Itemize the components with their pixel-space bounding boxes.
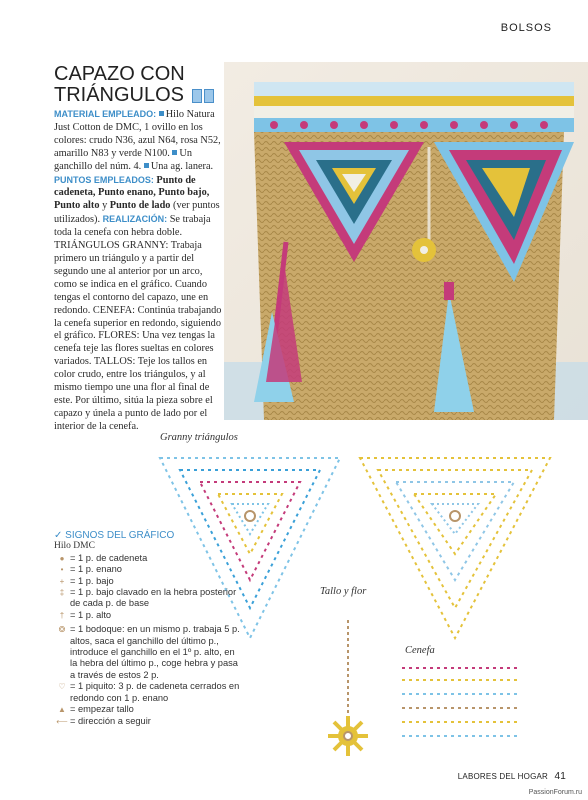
- legend-subtitle: Hilo DMC: [54, 541, 95, 552]
- puntos-heading: PUNTOS EMPLEADOS:: [54, 174, 154, 185]
- legend-item: ♡ = 1 piquito: 3 p. de cadeneta cerrados en redondo con 1 p. enano: [54, 681, 244, 704]
- material-text-3: Una ag. lanera.: [150, 160, 214, 172]
- legend-item: ⟵ = dirección a seguir: [54, 716, 244, 727]
- bullet-square-icon: [159, 111, 164, 116]
- slip-stitch-icon: •: [60, 565, 64, 575]
- puntos-text-3: Punto de lado: [109, 200, 171, 212]
- granny-triangle-yellow: [360, 458, 550, 638]
- page-number: 41: [554, 771, 566, 782]
- realizacion-text: Se trabaja toda la cenefa con hebra doble. TRIÁNGULOS GRANNY: Trabaja primero un triángulo y a partir del segundo une al anterior por un arco, como se indica en el gráfico. Cuando tengas el contorno del capazo, une en redondo. CENEFA: Continúa trabajando la cenefa superior en redondo, siguiendo el gráfico. FLORES: Una vez tengas la cenefa teje las flores sueltas en colores variados. TALLOS: Teje los tallos en color crudo, entre los triángulos, y al mismo tiempo une una flor al final de este. Por último, sitúa la pieza sobre el capazo y únela a punto de lado por el interior de la cenefa.: [54, 214, 222, 432]
- legend-item: ‡ = 1 p. bajo clavado en la hebra posterior de cada p. de base: [54, 587, 244, 610]
- puntos-text-2: y: [102, 200, 108, 212]
- difficulty-icon: [192, 89, 202, 103]
- material-text: Hilo Natura Just Cotton de DMC, 1 ovillo en los colores: crudo N36, azul N64, rosa N52, amarillo N83 y verde N100.: [54, 109, 221, 159]
- difficulty-icon: [204, 89, 214, 103]
- chart-legend: [54, 530, 244, 727]
- legend-title: ✓ SIGNOS DEL GRÁFICO: [54, 530, 175, 541]
- granny-chart-label: Granny triángulos: [160, 432, 238, 443]
- title-line-1: CAPAZO CON: [54, 63, 185, 85]
- page-footer: [458, 771, 566, 782]
- direction-arrow-icon: ⟵: [56, 716, 68, 726]
- border-chart-label: Cenefa: [405, 645, 435, 656]
- legend-item: ● = 1 p. de cadeneta: [54, 553, 244, 564]
- legend-item: ❂ = 1 bodoque: en un mismo p. trabaja 5 p. altos, saca el ganchillo del último p., introduce el ganchillo en el 1º p. alto, en la hebra del último p., coge hebra y pasa a través de estos 2 p.: [54, 624, 244, 681]
- puntos-text: Punto de cadeneta, Punto enano, Punto bajo, Punto alto: [54, 174, 210, 212]
- bullet-square-icon: [144, 163, 149, 168]
- legend-item: ▲ = empezar tallo: [54, 704, 244, 715]
- bobble-stitch-icon: ❂: [58, 625, 66, 635]
- stem-chart-label: Tallo y flor: [320, 586, 367, 597]
- start-stem-icon: ▲: [58, 705, 66, 715]
- legend-item: † = 1 p. alto: [54, 610, 244, 621]
- article-title: [54, 64, 224, 106]
- double-crochet-icon: †: [59, 610, 65, 620]
- border-chart: [402, 668, 520, 736]
- magazine-name: LABORES DEL HOGAR: [457, 772, 549, 781]
- back-loop-stitch-icon: ‡: [59, 588, 65, 598]
- bag-photo: [224, 62, 588, 420]
- legend-item: • = 1 p. enano: [54, 564, 244, 575]
- checkmark-icon: ✓: [54, 530, 63, 541]
- article-body: [54, 108, 226, 434]
- realizacion-heading: REALIZACIÓN:: [102, 214, 168, 225]
- watermark-text: PassionForum.ru: [528, 789, 582, 796]
- legend-item: + = 1 p. bajo: [54, 576, 244, 587]
- title-line-2: TRIÁNGULOS: [54, 84, 185, 106]
- stem-and-flower: [328, 620, 368, 756]
- single-crochet-icon: +: [59, 576, 65, 586]
- section-label: BOLSOS: [500, 22, 552, 34]
- material-text-2: Un ganchillo del núm. 4.: [54, 147, 192, 172]
- puntos-text-4: (ver puntos utilizados).: [54, 200, 220, 226]
- picot-icon: ♡: [58, 682, 66, 692]
- chain-stitch-icon: ●: [59, 553, 65, 563]
- material-heading: MATERIAL EMPLEADO:: [54, 109, 157, 119]
- bullet-square-icon: [172, 150, 177, 155]
